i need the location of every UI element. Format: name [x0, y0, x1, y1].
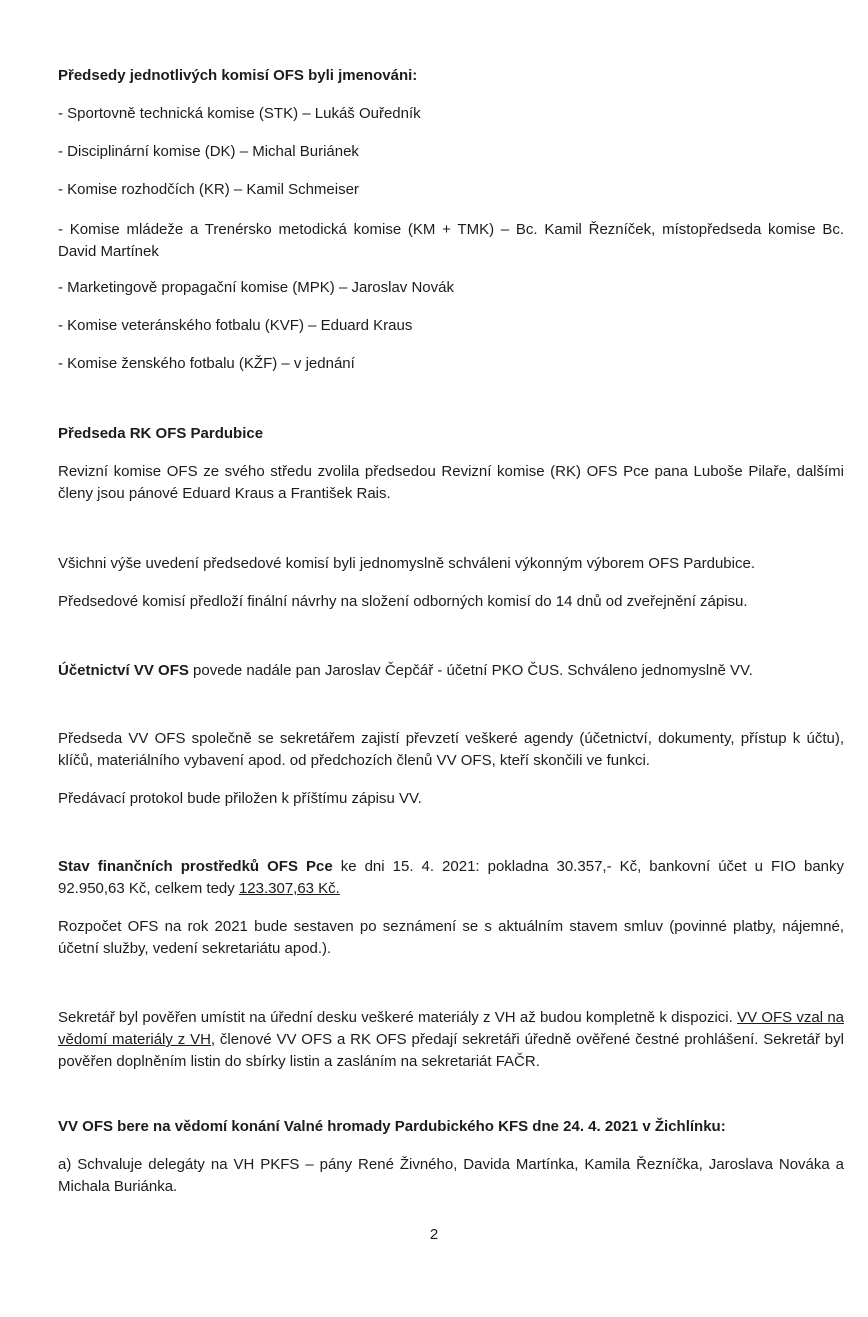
rk-heading: Předseda RK OFS Pardubice [58, 425, 264, 442]
secretary-part1: Sekretář byl pověřen umístit na úřední desku veškeré materiály z VH až budou kompletně k dispozici. [58, 1009, 738, 1026]
commissions-heading: Předsedy jednotlivých komisí OFS byli jmenováni: [58, 67, 418, 84]
accounting-paragraph [58, 660, 844, 682]
rk-text: Revizní komise OFS ze svého středu zvolila předsedou Revizní komise (RK) OFS Pce pana Luboše Pilaře, dalšími členy jsou pánové Eduard Kraus a František Rais. [58, 463, 844, 502]
commission-item-kvf: - Komise veteránského fotbalu (KVF) – Eduard Kraus [58, 317, 413, 334]
page-number: 2 [429, 1226, 439, 1243]
commission-item-kzf: - Komise ženského fotbalu (KŽF) – v jednání [58, 355, 355, 372]
commission-item-km-tmk: - Komise mládeže a Trenérsko metodická komise (KM + TMK) – Bc. Kamil Řezníček, místopředseda komise Bc. David Martínek [58, 221, 844, 260]
secretary-paragraph [58, 1007, 844, 1073]
commission-item-kr: - Komise rozhodčích (KR) – Kamil Schmeiser [58, 181, 359, 198]
finance-total: 123.307,63 Kč. [238, 880, 340, 897]
approval-text: Všichni výše uvedení předsedové komisí byli jednomyslně schváleni výkonným výborem OFS Pardubice. [58, 555, 755, 572]
handover-text: Předseda VV OFS společně se sekretářem zajistí převzetí veškeré agendy (účetnictví, dokumenty, přístup k účtu), klíčů, materiálního vybavení apod. od předchozích členů VV OFS, kteří skončili ve funkci. [58, 730, 844, 769]
accounting-bold: Účetnictví VV OFS [58, 662, 189, 679]
accounting-rest: povede nadále pan Jaroslav Čepčář - účetní PKO ČUS. Schváleno jednomyslně VV. [188, 662, 753, 679]
protocol-text: Předávací protokol bude přiložen k příštímu zápisu VV. [58, 790, 422, 807]
secretary-part2: , členové VV OFS a RK OFS předají sekretáři úředně ověřené čestné prohlášení. Sekretář byl pověřen doplněním listin do sbírky listin a zasláním na sekretariát FAČR. [58, 1031, 844, 1070]
assembly-heading: VV OFS bere na vědomí konání Valné hromady Pardubického KFS dne 24. 4. 2021 v Žichlínku: [58, 1118, 726, 1135]
finance-paragraph [58, 856, 844, 900]
finance-text: ke dni 15. 4. 2021: pokladna 30.357,- Kč, bankovní účet u FIO banky 92.950,63 Kč, celkem tedy [58, 858, 845, 897]
commission-item-dk: - Disciplinární komise (DK) – Michal Buriánek [58, 143, 359, 160]
assembly-item-a: a) Schvaluje delegáty na VH PKFS – pány René Živného, Davida Martínka, Kamila Řezníčka, Jaroslava Nováka a Michala Buriánka. [58, 1156, 844, 1195]
budget-text: Rozpočet OFS na rok 2021 bude sestaven po seznámení se s aktuálním stavem smluv (povinné platby, nájemné, účetní služby, vedení sekretariátu apod.). [58, 918, 844, 957]
secretary-underlined: VV OFS vzal na vědomí materiály z VH [58, 1009, 844, 1048]
commission-item-mpk: - Marketingově propagační komise (MPK) – Jaroslav Novák [58, 279, 454, 296]
commission-item-stk: - Sportovně technická komise (STK) – Lukáš Ouředník [58, 105, 421, 122]
proposals-text: Předsedové komisí předloží finální návrhy na složení odborných komisí do 14 dnů od zveřejnění zápisu. [58, 593, 748, 610]
finance-bold: Stav finančních prostředků OFS Pce [58, 858, 333, 875]
